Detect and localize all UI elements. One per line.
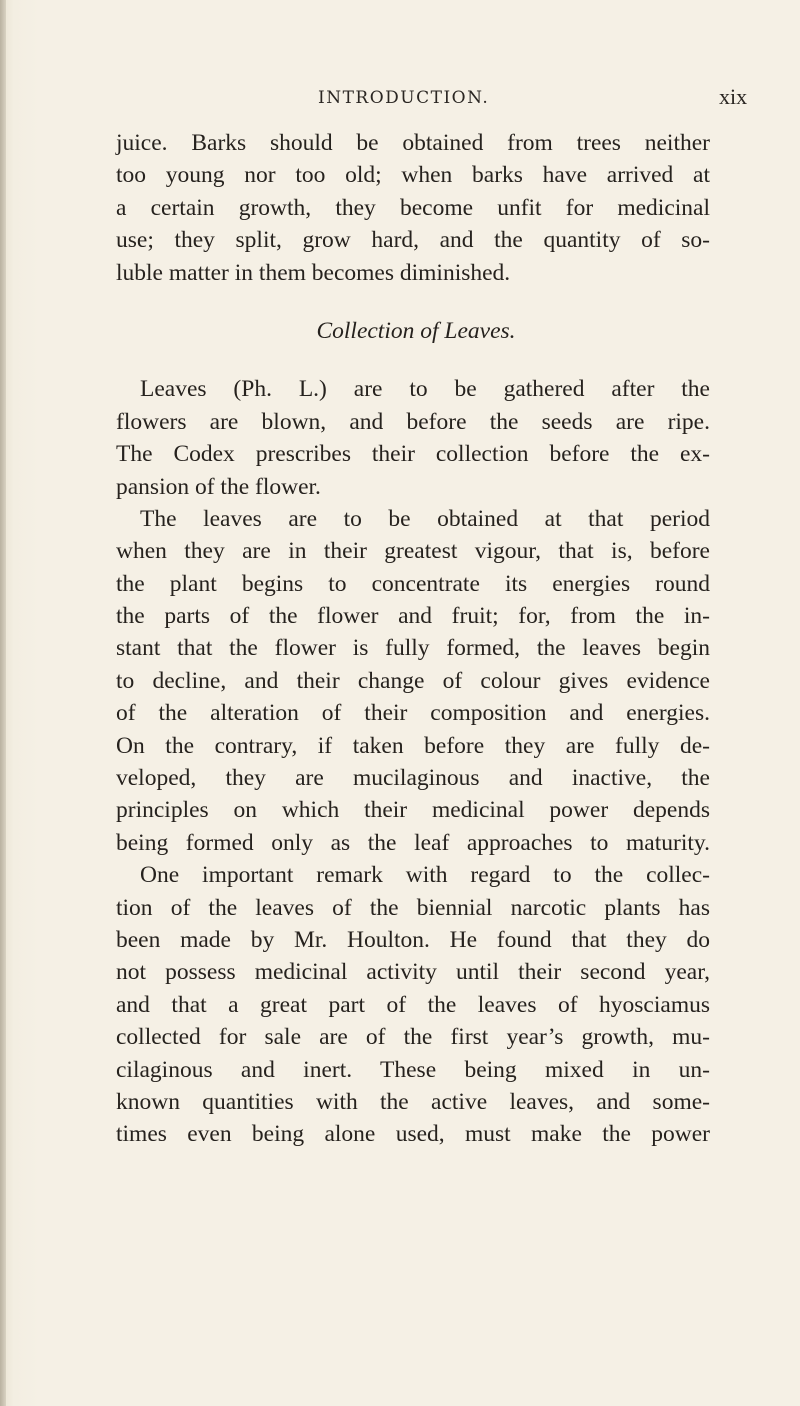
text-line: times even being alone used, must make the power	[116, 1121, 710, 1148]
text-line: too young nor too old; when barks have arrived at	[116, 162, 710, 189]
running-head	[0, 84, 800, 114]
text-line: and that a great part of the leaves of hyosciamus	[116, 991, 710, 1018]
text-line: luble matter in them becomes diminished.	[116, 259, 511, 286]
body-text	[116, 127, 710, 1151]
paragraph-3	[116, 503, 710, 859]
text-line: a certain growth, they become unfit for medicinal	[116, 194, 710, 221]
text-line: tion of the leaves of the biennial narcotic plants has	[116, 894, 710, 921]
running-head-title: INTRODUCTION.	[318, 88, 490, 108]
section-heading: Collection of Leaves.	[316, 317, 516, 344]
text-line: of the alteration of their composition and energies.	[116, 700, 710, 727]
text-line: The leaves are to be obtained at that period	[140, 505, 710, 532]
text-line: not possess medicinal activity until their second year,	[116, 959, 710, 986]
text-line: been made by Mr. Houlton. He found that they do	[116, 926, 710, 953]
text-line: One important remark with regard to the collec-	[140, 862, 710, 889]
text-line: known quantities with the active leaves, and some-	[116, 1088, 710, 1115]
text-line: juice. Barks should be obtained from trees neither	[116, 130, 710, 156]
text-line: collected for sale are of the first year’s growth, mu-	[116, 1024, 710, 1051]
paragraph-2	[116, 373, 710, 503]
paragraph-4	[116, 859, 710, 1151]
text-line: cilaginous and inert. These being mixed in un-	[116, 1056, 710, 1083]
text-line: the plant begins to concentrate its energies round	[116, 570, 710, 597]
text-line: principles on which their medicinal power depends	[116, 797, 710, 824]
text-line: being formed only as the leaf approaches to maturity.	[116, 829, 710, 856]
paragraph-1	[116, 127, 710, 289]
text-line: flowers are blown, and before the seeds are ripe.	[116, 408, 710, 435]
text-line: pansion of the flower.	[116, 473, 321, 500]
text-line: when they are in their greatest vigour, that is, before	[116, 538, 710, 565]
text-line: The Codex prescribes their collection before the ex-	[116, 441, 710, 468]
text-line: Leaves (Ph. L.) are to be gathered after the	[140, 376, 710, 403]
text-line: stant that the flower is fully formed, the leaves begin	[116, 635, 710, 662]
text-line: On the contrary, if taken before they are fully de-	[116, 732, 710, 759]
page-gutter-shadow	[0, 0, 6, 1406]
text-line: veloped, they are mucilaginous and inactive, the	[116, 765, 710, 792]
text-line: to decline, and their change of colour gives evidence	[116, 667, 710, 694]
text-line: the parts of the flower and fruit; for, from the in-	[116, 603, 710, 630]
page-number: xix	[719, 84, 748, 109]
text-line: use; they split, grow hard, and the quantity of so-	[116, 227, 710, 254]
